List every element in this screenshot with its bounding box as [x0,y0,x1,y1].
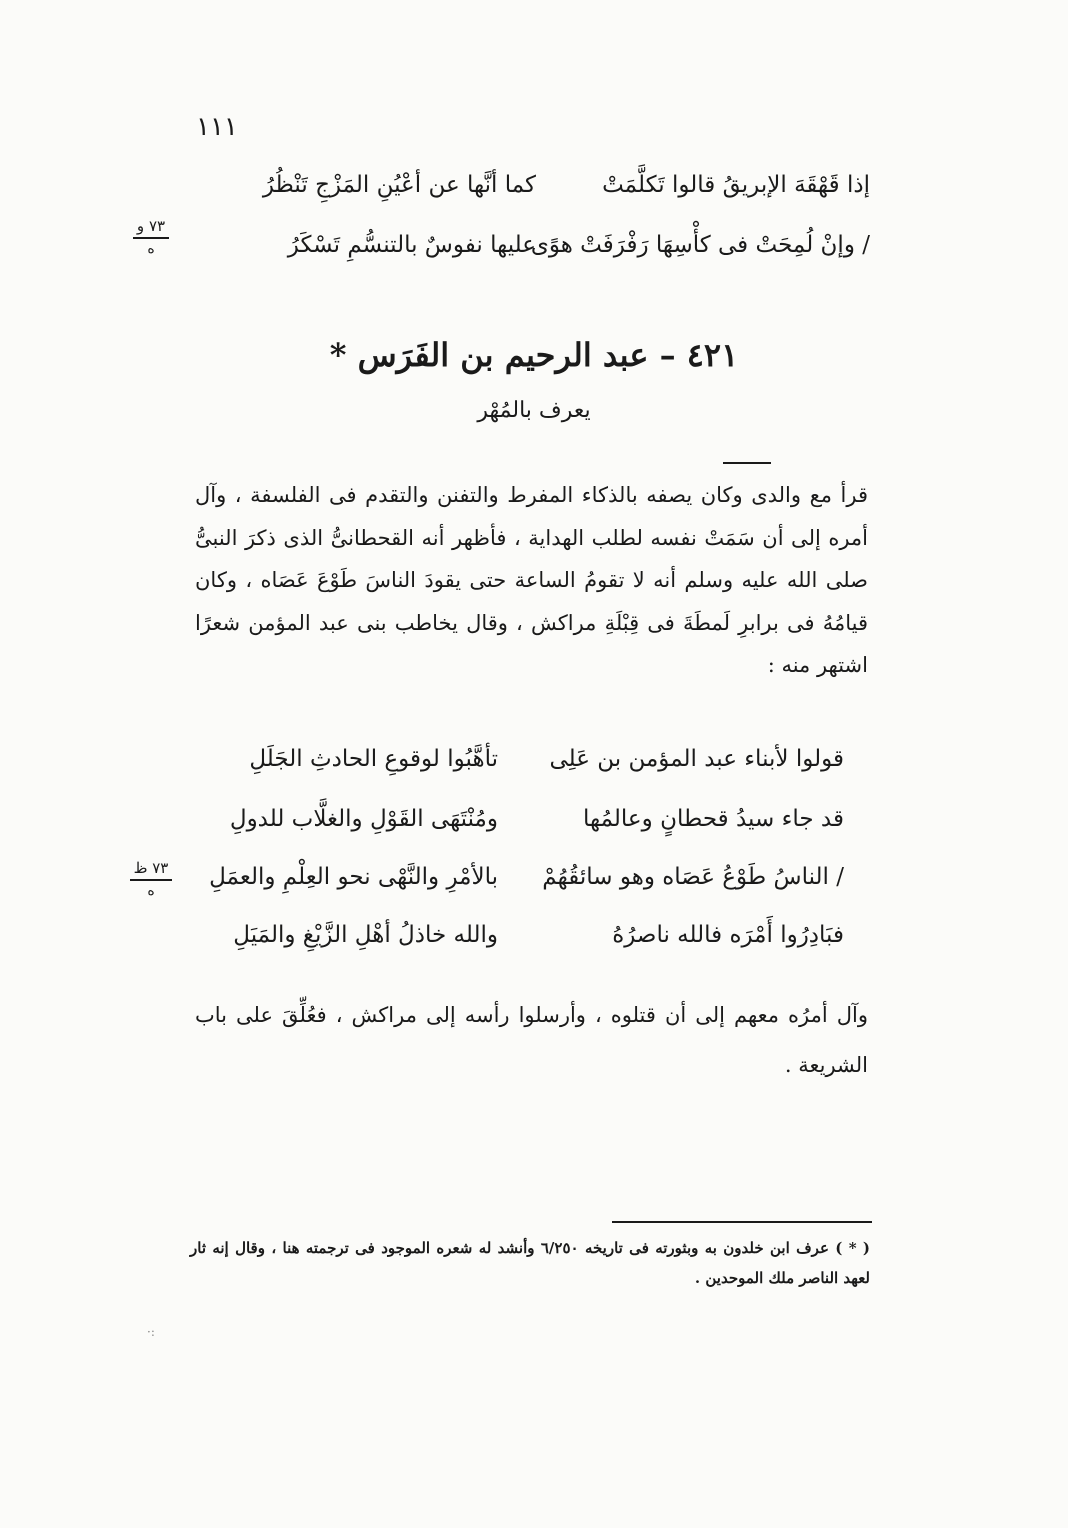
poem-line-2-first-hemistich: قد جاء سيدُ قحطانٍ وعالمُها [583,806,844,832]
footnote-rule [612,1221,872,1223]
section-divider [723,462,771,464]
top-verse-1-second-hemistich: كما أنَّها عن أعْيُنِ المَزْجِ تَنْظُرُ [262,172,536,198]
body-paragraph-1: قرأ مع والدى وكان يصفه بالذكاء المفرط والتفنن والتقدم فى الفلسفة ، وآل أمره إلى أن سَمَتْ نفسه لطلب الهداية ، فأظهر أنه القحطانىُّ الذى ذكرَ النبىُّ صلى الله عليه وسلم أنه لا تقومُ الساعة حتى يقودَ الناسَ طَوْعَ عَصَاه ، وكان قيامُهُ فى برابرِ لَمطَةَ فى قِبْلَةِ مراكش ، وقال يخاطب بنى عبد المؤمن شعرًا اشتهر منه : [195,483,868,677]
scan-speck: ·: [147,1325,155,1339]
margin-folio-label: ٧٣ و [133,218,169,239]
footnote: ( * ) عرف ابن خلدون به وبثورته فى تاريخه ٦/٢٥٠ وأنشد له شعره الموجود فى ترجمته هنا ، وقال إنه ثار لعهد الناصر ملك الموحدين . [190,1239,870,1287]
top-verse-1-first-hemistich: إذا قَهْقَهَ الإبريقُ قالوا تَكلَّمَتْ [602,172,870,198]
margin-folio-note-2 [126,860,176,899]
poem-line-3-second-hemistich: بالأمْرِ والنَّهْى نحو العِلْمِ والعمَلِ [209,864,498,890]
poem-line-1-first-hemistich: قولوا لأبناء عبد المؤمن بن عَلِى [549,746,844,772]
margin-folio-symbol-2: ه [147,883,155,900]
poem-line-4-second-hemistich: والله خاذلُ أهْلِ الزَّيْغِ والمَيَلِ [233,922,498,948]
top-verse-2-first-hemistich: / وإنْ لُمِحَتْ فى كأْسِهَا رَفْرَفَتْ هوًى [530,232,870,258]
margin-folio-note [128,218,174,257]
poem-line-4-first-hemistich: فبَادِرُوا أَمْرَه فالله ناصرُهُ [612,922,844,948]
entry-subtitle: يعرف بالمُهْر [477,398,591,423]
entry-title: ٤٢١ – عبد الرحيم بن الفَرَس * [329,336,739,374]
top-verse-2-second-hemistich: عليها نفوسٌ بالتنسُّمِ تَسْكَرُ [287,232,536,258]
body-paragraph-2: وآل أمرُه معهم إلى أن قتلوه ، وأرسلوا رأسه إلى مراكش ، فعُلِّقَ على باب الشريعة . [195,1003,868,1077]
page-number: ١١١ [196,112,238,142]
poem-line-1-second-hemistich: تأهَّبُوا لوقوعِ الحادثِ الجَلَلِ [249,746,498,772]
poem-line-2-second-hemistich: ومُنْتَهَى القَوْلِ والغلَّاب للدولِ [229,806,498,832]
poem-line-3-first-hemistich: / الناسُ طَوْعُ عَصَاه وهو سائقُهُمْ [542,864,844,890]
margin-folio-label-2: ٧٣ ظ [130,860,173,881]
margin-folio-symbol: ه [147,241,155,258]
